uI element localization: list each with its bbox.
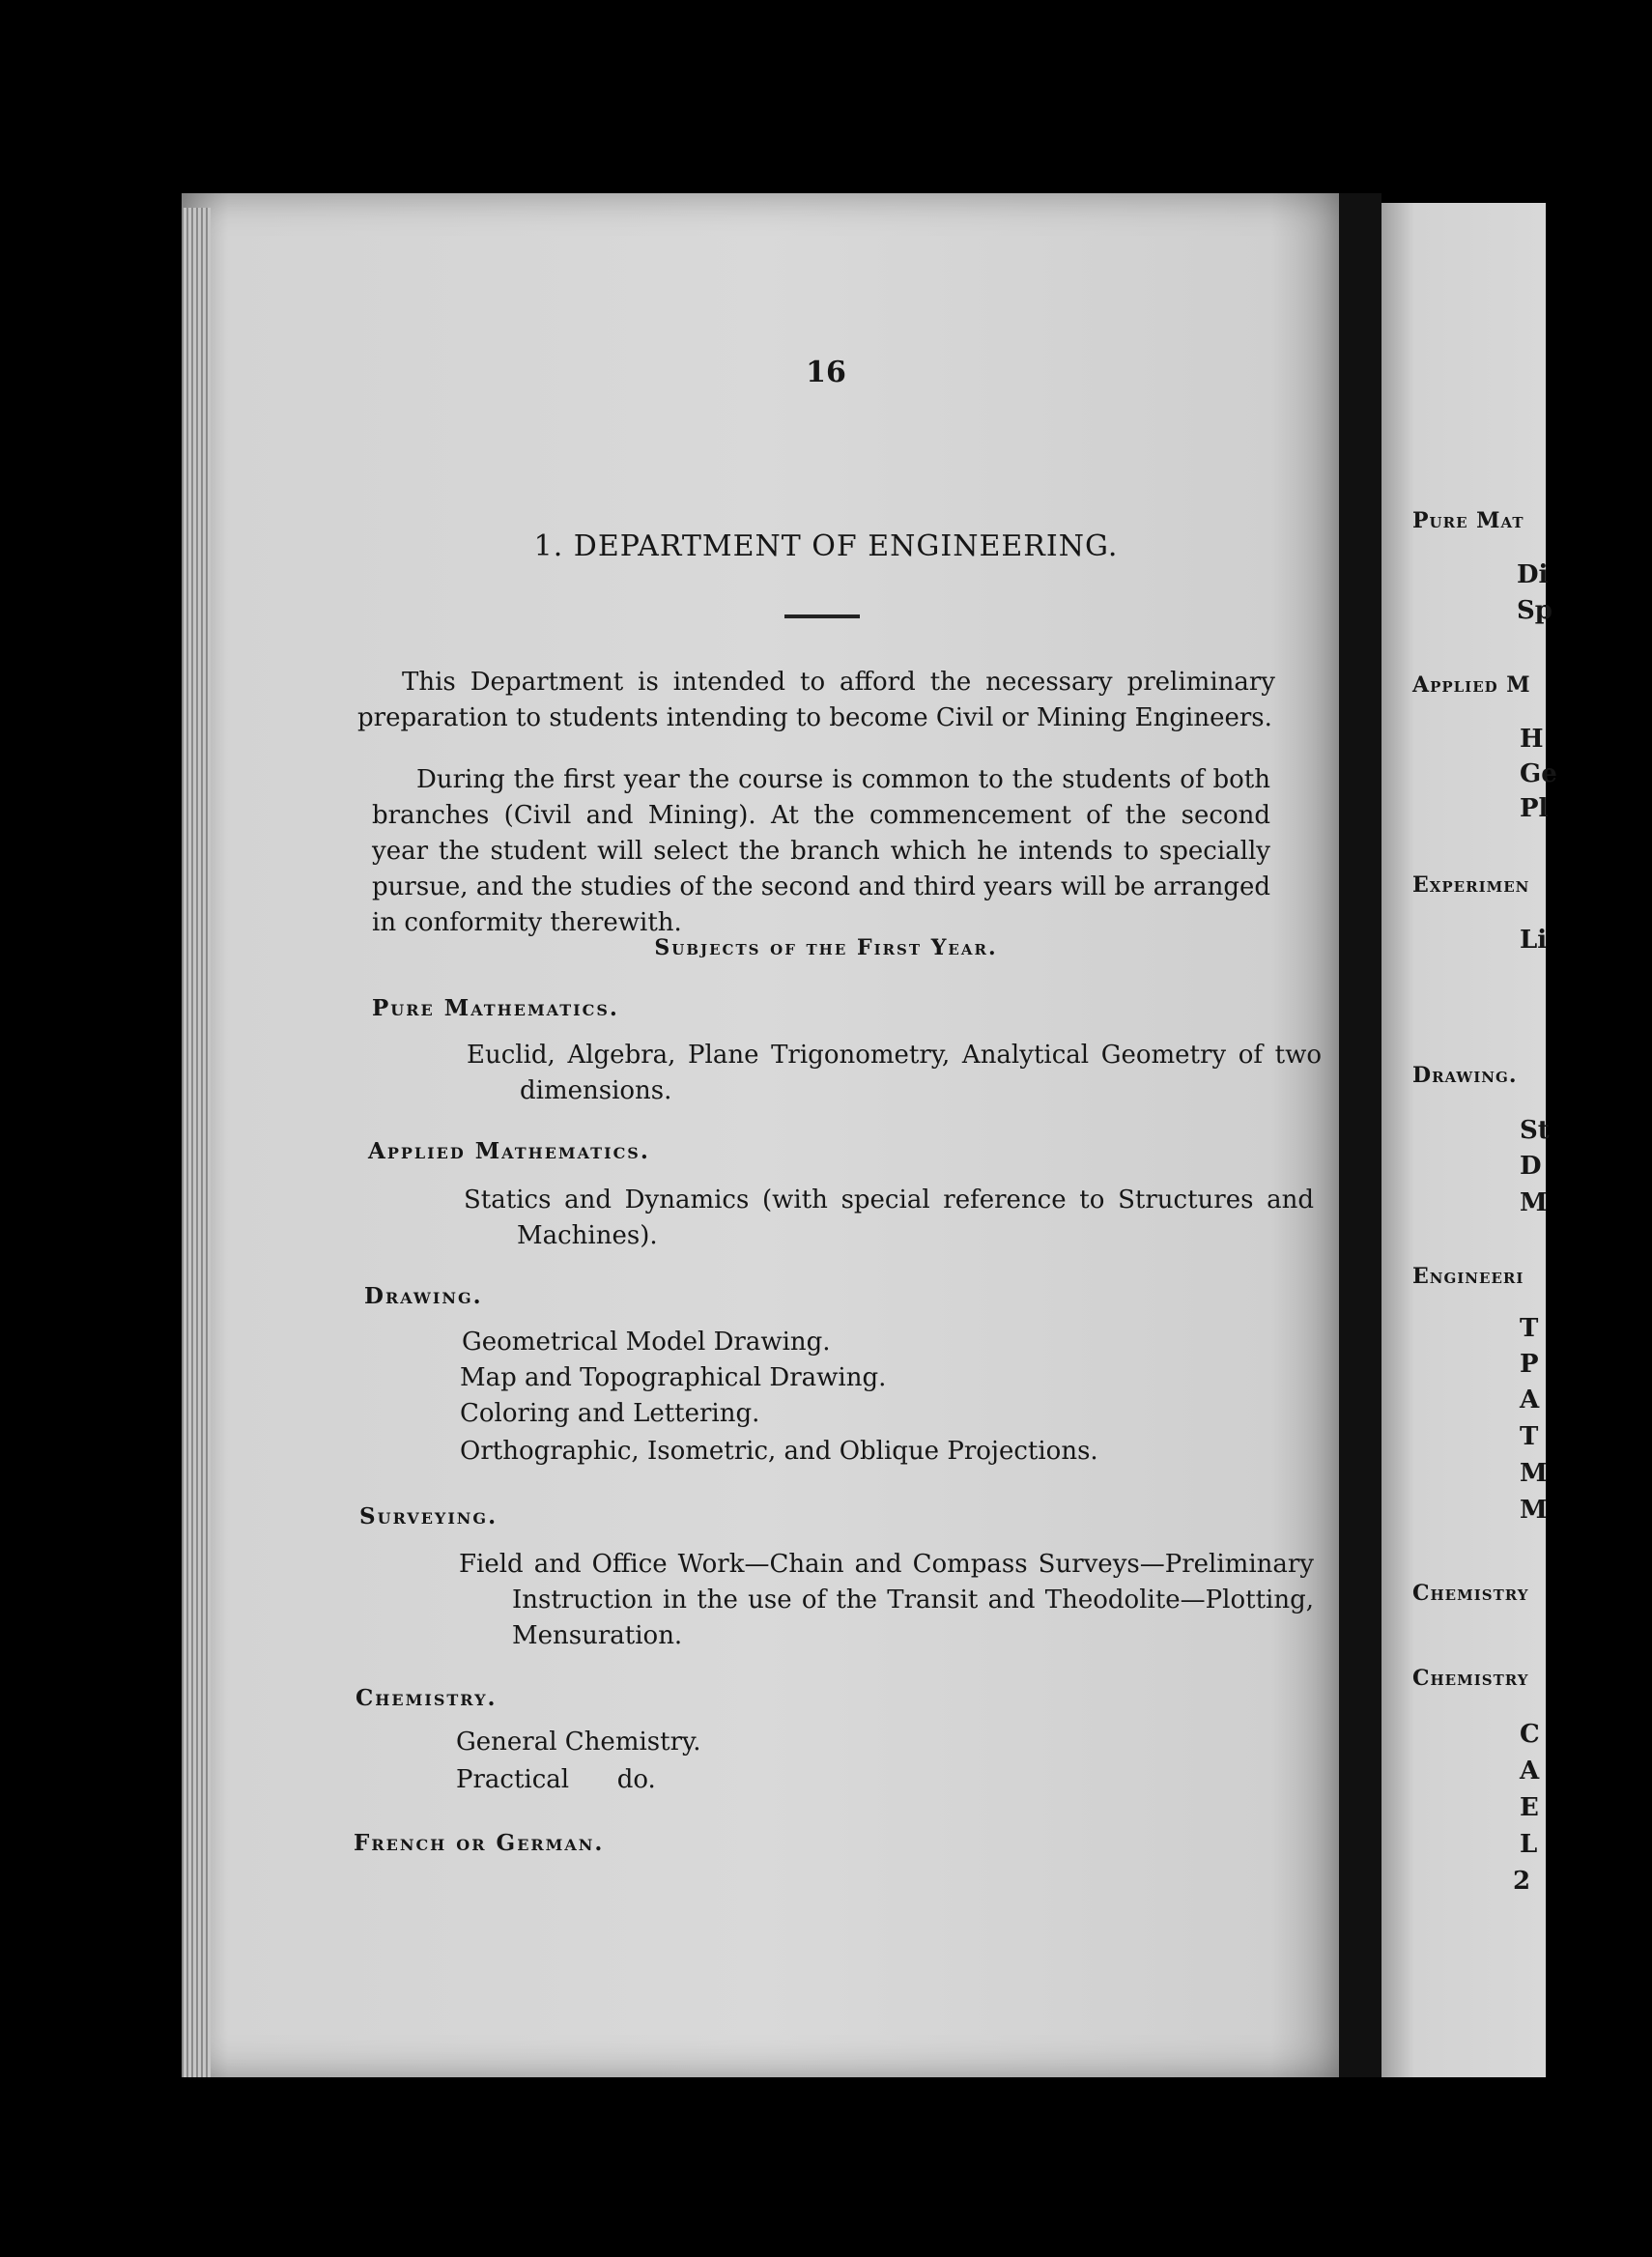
facing-letter: T xyxy=(1520,1314,1539,1343)
facing-heading: Engineeri xyxy=(1412,1264,1524,1289)
facing-letter: M xyxy=(1520,1459,1548,1488)
book-page xyxy=(182,193,1341,2077)
drawing-item: Geometrical Model Drawing. xyxy=(462,1328,831,1357)
facing-letter: C xyxy=(1520,1720,1540,1749)
facing-heading: Applied M xyxy=(1412,672,1531,698)
facing-letter: E xyxy=(1520,1793,1539,1822)
facing-letter: H xyxy=(1520,725,1544,754)
chemistry-item: Practical do. xyxy=(456,1765,656,1794)
facing-letter: L xyxy=(1520,1830,1538,1859)
book-gutter xyxy=(1339,193,1381,2077)
facing-letter: T xyxy=(1520,1422,1539,1451)
facing-heading: Chemistry xyxy=(1412,1666,1529,1691)
intro-paragraph-2: During the first year the course is common to the students of both branches (Civil and Mining). At the commencement of the second year the student will select the branch which he intends to specially pursue, and the studies of the second and third years will be arranged in conformity therewith. xyxy=(372,765,1270,937)
facing-letter: Di xyxy=(1517,560,1549,589)
facing-letter: M xyxy=(1520,1496,1548,1525)
pure-math-text: Euclid, Algebra, Plane Trigonometry, Analytical Geometry of two dimensions. xyxy=(467,1041,1322,1105)
page-number: 16 xyxy=(806,356,846,389)
facing-heading: Drawing. xyxy=(1412,1063,1518,1088)
department-title: 1. DEPARTMENT OF ENGINEERING. xyxy=(533,529,1119,563)
chemistry-heading: Chemistry. xyxy=(356,1685,498,1711)
facing-letter: Ge xyxy=(1520,759,1557,788)
facing-letter: P xyxy=(1520,1350,1539,1379)
title-rule xyxy=(784,614,860,618)
facing-letter: M xyxy=(1520,1188,1548,1217)
facing-letter: A xyxy=(1520,1757,1540,1786)
applied-math-heading: Applied Mathematics. xyxy=(368,1138,650,1164)
facing-heading: Chemistry xyxy=(1412,1581,1529,1606)
facing-letter: D xyxy=(1520,1152,1542,1181)
drawing-item: Map and Topographical Drawing. xyxy=(460,1363,887,1392)
facing-letter: St xyxy=(1520,1116,1550,1145)
facing-letter: Li xyxy=(1520,926,1548,955)
subjects-heading: Subjects of the First Year. xyxy=(654,935,998,960)
facing-letter: Pl xyxy=(1520,794,1549,823)
facing-letter: Sp xyxy=(1517,596,1552,625)
facing-letter: A xyxy=(1520,1386,1540,1414)
facing-heading: Experimen xyxy=(1412,872,1530,898)
pure-math-heading: Pure Mathematics. xyxy=(372,995,619,1021)
chemistry-item: General Chemistry. xyxy=(456,1728,701,1757)
languages-heading: French or German. xyxy=(354,1830,605,1856)
surveying-text: Field and Office Work—Chain and Compass Surveys—Preliminary Instruction in the use of the Transit and Theodolite—Plotting, Mensuration. xyxy=(459,1550,1314,1650)
intro-paragraph-1: This Department is intended to afford the necessary preliminary preparation to students intending to become Civil or Mining Engineers. xyxy=(357,668,1275,732)
applied-math-text: Statics and Dynamics (with special reference to Structures and Machines). xyxy=(464,1186,1314,1250)
facing-heading: Pure Mat xyxy=(1412,508,1524,533)
facing-letter: 2 xyxy=(1513,1867,1531,1896)
surveying-heading: Surveying. xyxy=(359,1503,498,1529)
drawing-item: Coloring and Lettering. xyxy=(460,1399,760,1428)
drawing-item: Orthographic, Isometric, and Oblique Projections. xyxy=(460,1437,1098,1466)
page-stack-edge xyxy=(182,208,211,2077)
drawing-heading: Drawing. xyxy=(364,1283,483,1309)
